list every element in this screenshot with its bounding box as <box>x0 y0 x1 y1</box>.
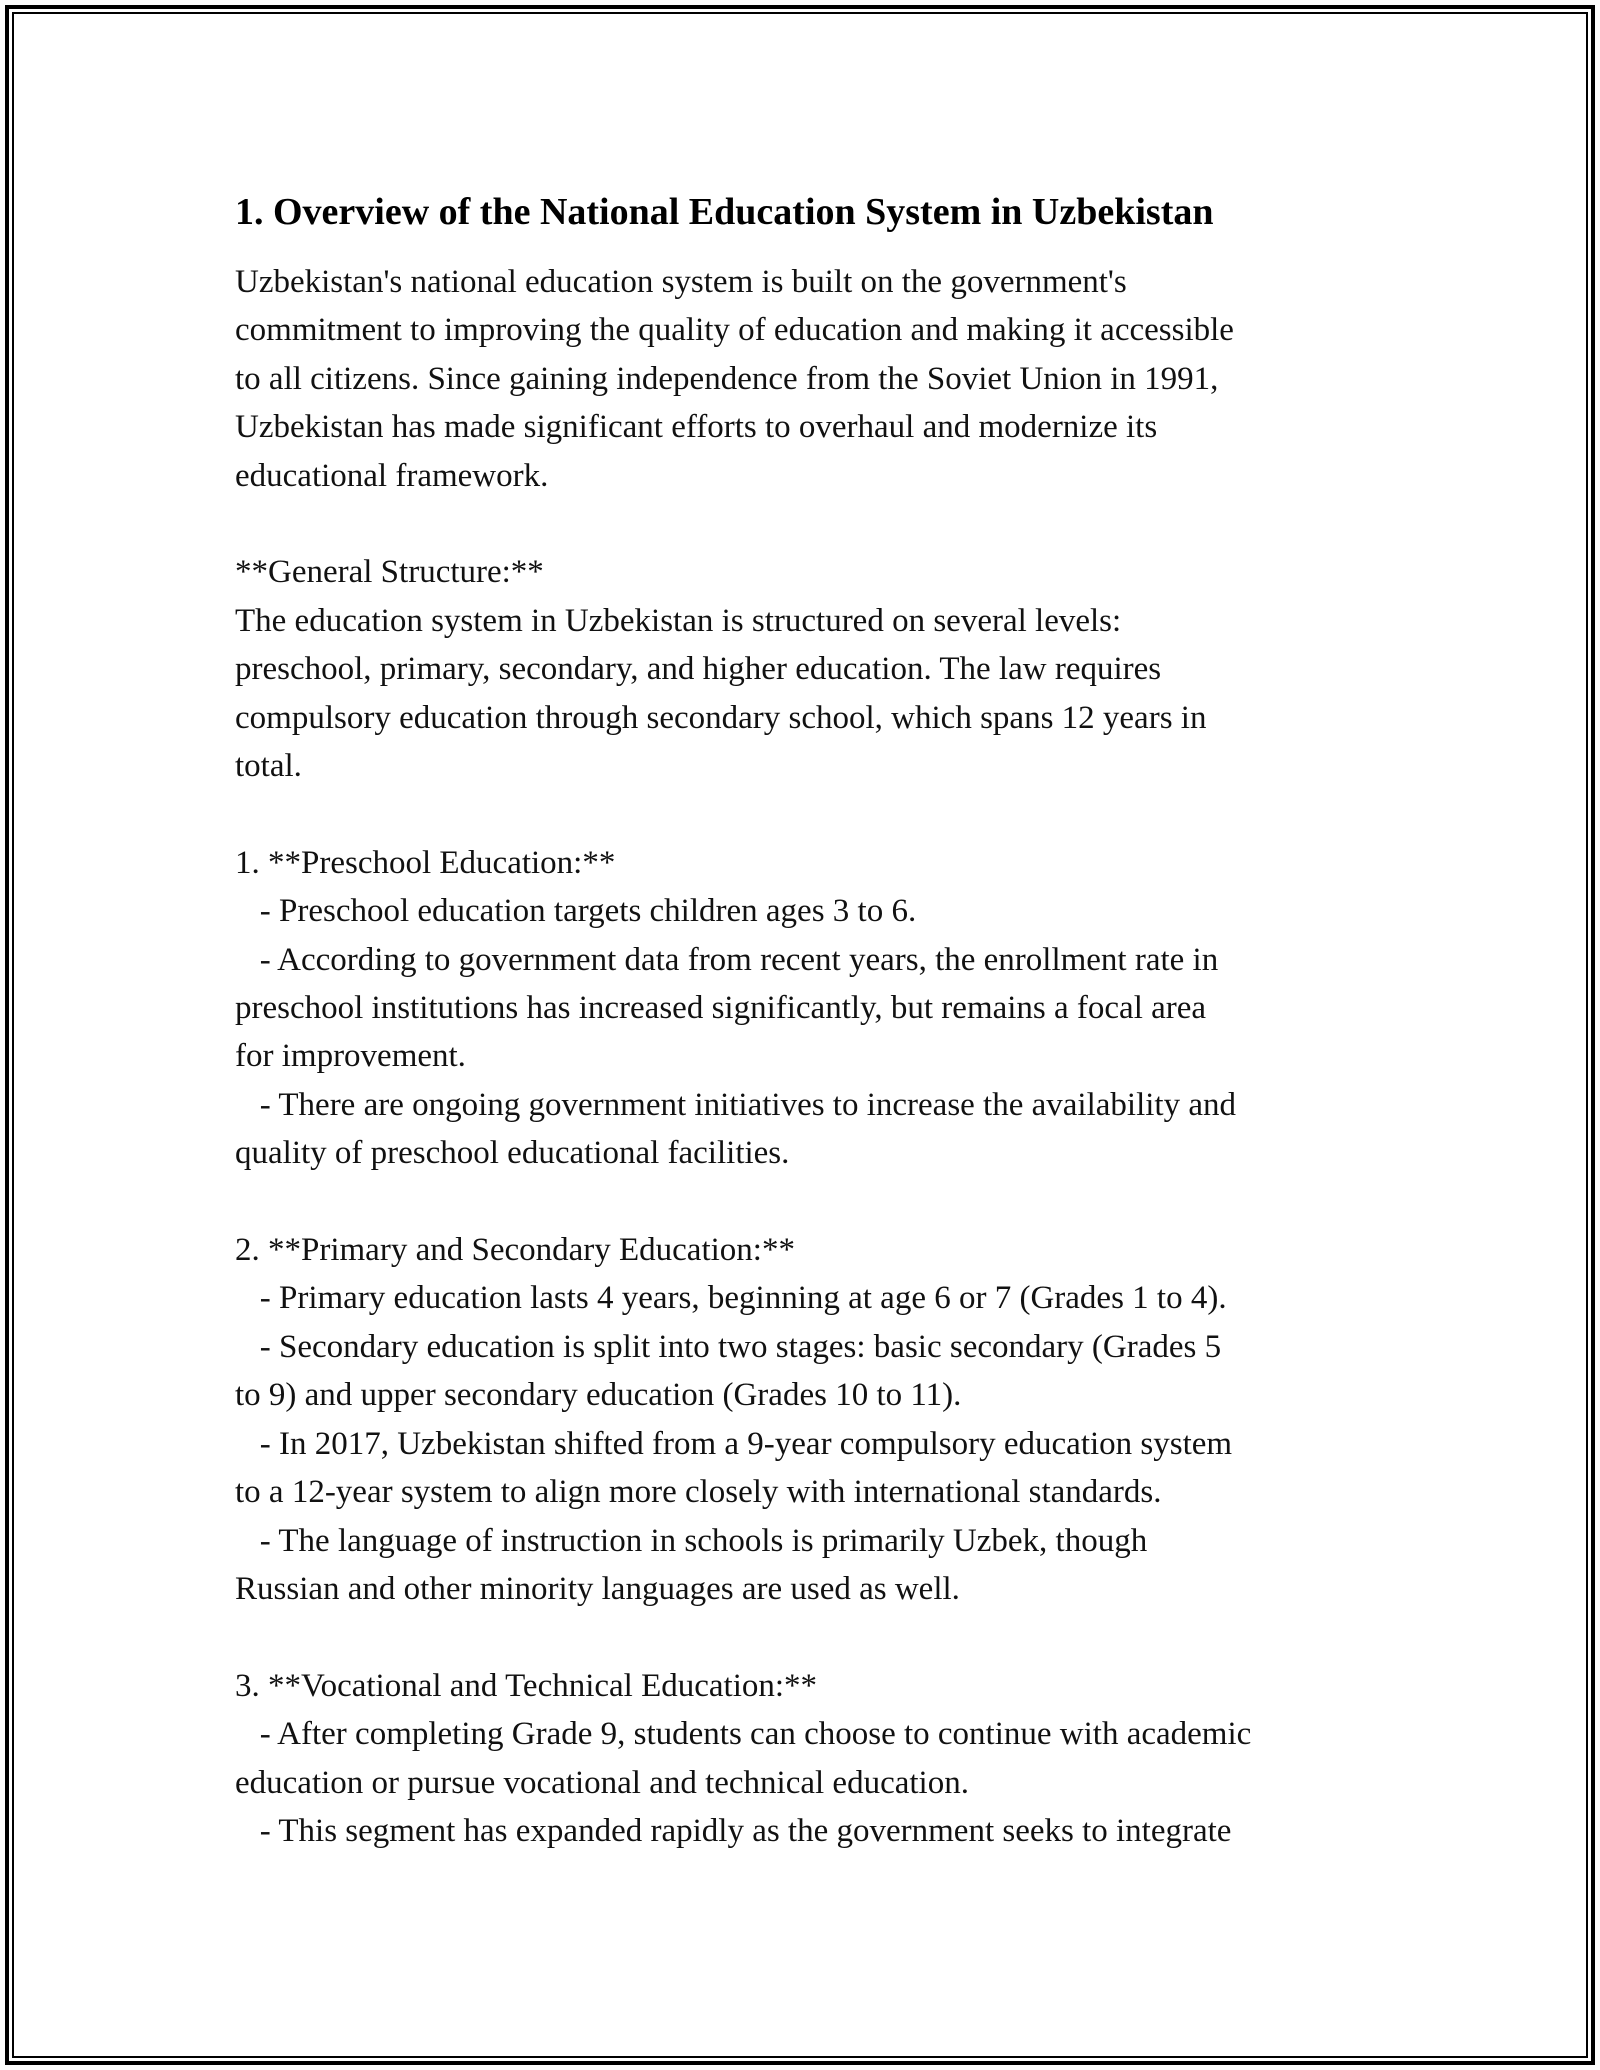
preschool-education-paragraph: 1. **Preschool Education:** - Preschool education targets children ages 3 to 6. - According to government data from recent years, the enrollment rate in preschool institutions has increased significantly, but remains a focal area for improvement. - There are ongoing government initiatives to increase the availability and quality of preschool educational facilities. <box>235 844 1236 1172</box>
intro-paragraph: Uzbekistan's national education system is built on the government's commitment to improving the quality of education and making it accessible to all citizens. Since gaining independence from the Soviet Union in 1991, Uzbekistan has made significant efforts to overhaul and modernize its educational framework. <box>235 264 1234 494</box>
general-structure-paragraph: **General Structure:** The education system in Uzbekistan is structured on several levels: preschool, primary, secondary, and higher education. The law requires compulsory education through secondary school, which spans 12 years in total. <box>235 554 1207 785</box>
section-heading: 1. Overview of the National Education System in Uzbekistan <box>235 191 1214 233</box>
primary-secondary-education-paragraph: 2. **Primary and Secondary Education:** - Primary education lasts 4 years, beginning at age 6 or 7 (Grades 1 to 4). - Secondary education is split into two stages: basic secondary (Grades 5 to 9) and upper secondary education (Grades 10 to 11). - In 2017, Uzbekistan shifted from a 9-year compulsory education system to a 12-year system to align more closely with international standards. - The language of instruction in schools is primarily Uzbek, though Russian and other minority languages are used as well. <box>235 1232 1233 1607</box>
document-body <box>235 186 1375 1855</box>
vocational-technical-education-paragraph: 3. **Vocational and Technical Education:** - After completing Grade 9, students can choose to continue with academic education or pursue vocational and technical education. - This segment has expanded rapidly as the government seeks to integrate <box>235 1667 1252 1849</box>
